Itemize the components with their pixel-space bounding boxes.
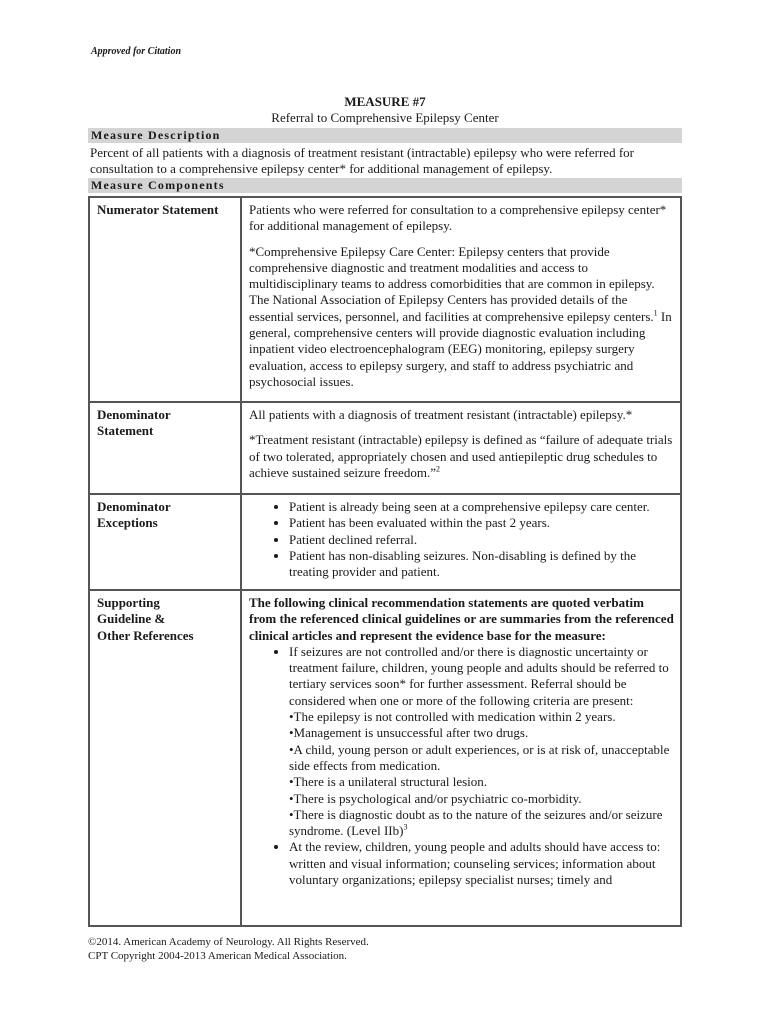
list-item: • If seizures are not controlled and/or there is diagnostic uncertainty or treatment failure, children, young people and adults should be referred to tertiary services soon* for further assessment. Referral should be considered when one or more of the following criteria are present: •The epilepsy is not controlled with medication within 2 years. •Management is unsuccessful after two drugs. •A child, young person or adult experiences, or is at risk of, unacceptable side effects from medication. •There is a unilateral structural lesion. •There is psychological and/or psychiatric co-morbidity. •There is diagnostic doubt as to the nature of the seizures and/or seizure syndrome. (Level IIb)$^3$ <box>289 644 674 840</box>
exceptions-row <box>89 494 681 590</box>
list-item: • At the review, children, young people and adults should have access to: written and visual information; counseling services; information about voluntary organizations; epilepsy specialist nurses; timely and <box>289 839 674 888</box>
footnote-ref: 2 <box>435 464 440 474</box>
denominator-label: Denominator Statement <box>89 402 241 494</box>
exceptions-list <box>249 499 674 580</box>
exceptions-label: Denominator Exceptions <box>89 494 241 590</box>
list-item: • Patient declined referral. <box>289 532 674 548</box>
measure-components-header: Measure Components <box>88 178 682 193</box>
criteria-item: •There is diagnostic doubt as to the nature of the seizures and/or seizure syndrome. (Level IIb)$^3$ <box>289 806 663 839</box>
numerator-value <box>241 197 681 402</box>
numerator-row <box>89 197 681 402</box>
denominator-row <box>89 402 681 494</box>
comprehensive-center-definition: *Comprehensive Epilepsy Care Center: Epilepsy centers that provide comprehensive diagnostic and treatment modalities and access to multidisciplinary teams to address comorbidities that are common in epilepsy. The National Association of Epilepsy Centers has provided details of the essential services, personnel, and facilities at comprehensive epilepsy centers.$^1$ In general, comprehensive centers will provide diagnostic evaluation including inpatient video electroencephalogram (EEG) monitoring, epilepsy surgery evaluation, access to epilepsy surgery, and staff to address psychiatric and psychosocial issues. <box>249 243 672 389</box>
title-block <box>88 94 682 126</box>
copyright-cpt: CPT Copyright 2004-2013 American Medical Association. <box>88 950 347 962</box>
list-item: • Patient has non-disabling seizures. Non-disabling is defined by the treating provider and patient. <box>289 548 674 581</box>
denominator-text: All patients with a diagnosis of treatment resistant (intractable) epilepsy.* <box>249 407 633 422</box>
footnote-ref: 1 <box>653 308 658 318</box>
guidelines-row <box>89 590 681 926</box>
measure-title: Referral to Comprehensive Epilepsy Center <box>271 110 499 125</box>
list-item: • Patient is already being seen at a comprehensive epilepsy care center. <box>289 499 674 515</box>
footnote-ref: 3 <box>403 822 408 832</box>
denominator-value <box>241 402 681 494</box>
measure-components-table <box>88 196 682 927</box>
guidelines-value <box>241 590 681 926</box>
numerator-label: Numerator Statement <box>89 197 241 402</box>
copyright-aan: ©2014. American Academy of Neurology. All Rights Reserved. <box>88 936 369 948</box>
guidelines-label: Supporting Guideline & Other References <box>89 590 241 926</box>
criteria-item: •Management is unsuccessful after two drugs. <box>289 725 529 741</box>
measure-description-text: Percent of all patients with a diagnosis of treatment resistant (intractable) epilepsy who were referred for consultation to a comprehensive epilepsy center* for additional management of epilepsy. <box>90 145 634 176</box>
measure-description-header: Measure Description <box>88 128 682 143</box>
criteria-item: •A child, young person or adult experiences, or is at risk of, unacceptable side effects from medication. <box>289 741 670 773</box>
list-item: • Patient has been evaluated within the past 2 years. <box>289 515 674 531</box>
exceptions-value <box>241 494 681 590</box>
treatment-resistant-definition: *Treatment resistant (intractable) epilepsy is defined as “failure of adequate trials of two tolerated, appropriately chosen and used antiepileptic drug schedules to achieve sustained seizure freedom.”$^2$ <box>249 432 673 480</box>
guidelines-lead: The following clinical recommendation statements are quoted verbatim from the referenced clinical guidelines or are summaries from the referenced clinical articles and represent the evidence base for the measure: <box>249 595 674 643</box>
approved-for-citation: Approved for Citation <box>91 46 182 57</box>
criteria-item: •The epilepsy is not controlled with medication within 2 years. <box>289 709 616 725</box>
measure-number: MEASURE #7 <box>344 94 426 109</box>
criteria-item: •There is psychological and/or psychiatric co-morbidity. <box>289 790 582 806</box>
footer <box>88 935 369 963</box>
numerator-text: Patients who were referred for consultation to a comprehensive epilepsy center* for additional management of epilepsy. <box>249 202 667 234</box>
guidelines-list <box>249 644 674 888</box>
criteria-item: •There is a unilateral structural lesion. <box>289 774 488 790</box>
